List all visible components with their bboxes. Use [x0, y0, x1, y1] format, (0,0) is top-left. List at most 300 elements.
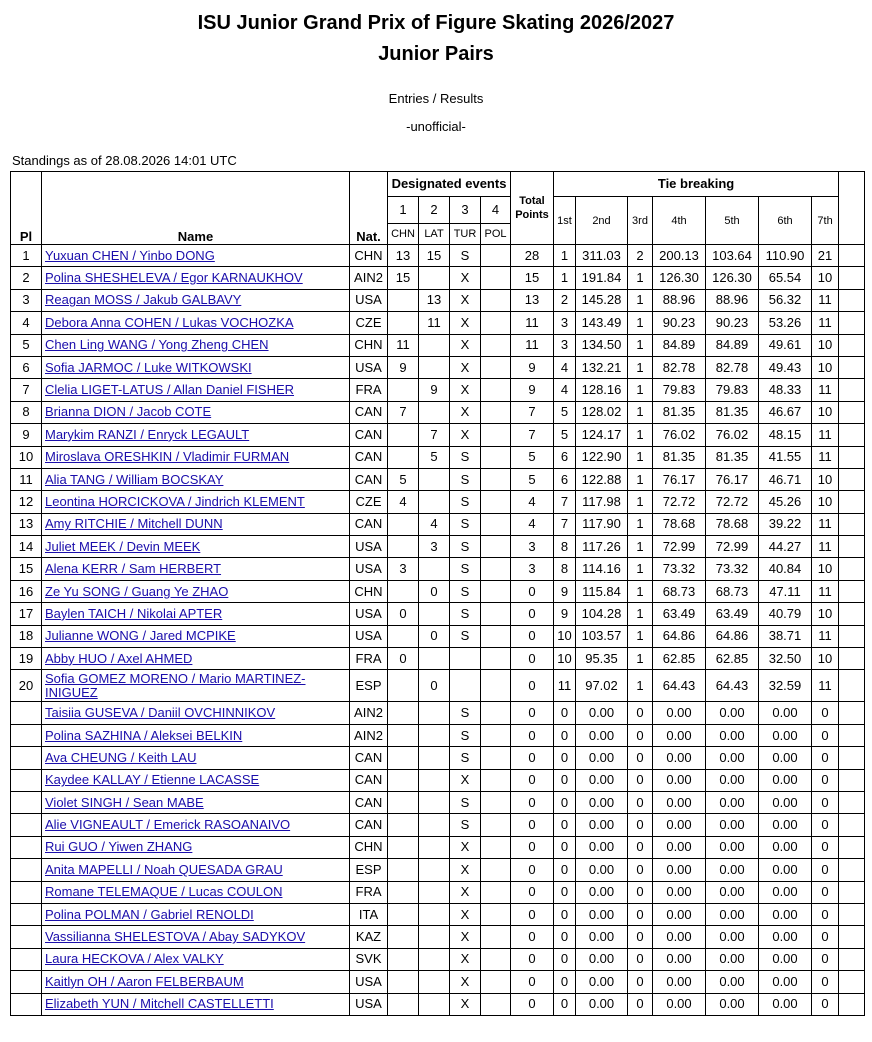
skater-link[interactable]: Laura HECKOVA / Alex VALKY	[45, 951, 224, 967]
nation-cell: USA	[350, 558, 388, 580]
tie-6th-cell: 49.61	[759, 334, 812, 356]
row-spacer	[839, 926, 865, 948]
nation-cell: CAN	[350, 513, 388, 535]
tie-6th-cell: 32.50	[759, 648, 812, 670]
results-table	[10, 171, 865, 1016]
row-spacer	[839, 558, 865, 580]
tie-2nd-cell: 103.57	[576, 625, 628, 647]
place-cell	[11, 836, 42, 858]
tie-3rd-cell: 1	[628, 312, 653, 334]
tie-1st-cell: 1	[554, 267, 576, 289]
total-points-cell: 0	[511, 881, 554, 903]
tie-5th-cell: 0.00	[706, 971, 759, 993]
total-points-cell: 9	[511, 356, 554, 378]
table-row	[11, 926, 865, 948]
total-points-cell: 0	[511, 769, 554, 791]
name-cell	[42, 491, 350, 513]
tie-2nd-cell: 134.50	[576, 334, 628, 356]
tie-4th-cell: 64.86	[653, 625, 706, 647]
total-points-cell: 0	[511, 836, 554, 858]
row-spacer	[839, 881, 865, 903]
nation-cell: CHN	[350, 836, 388, 858]
skater-link[interactable]: Juliet MEEK / Devin MEEK	[45, 538, 201, 554]
tie-4th-cell: 76.17	[653, 468, 706, 490]
table-row	[11, 859, 865, 881]
name-cell	[42, 791, 350, 813]
skater-link[interactable]: Abby HUO / Axel AHMED	[45, 650, 193, 666]
event-2-cell	[419, 724, 450, 746]
skater-link[interactable]: Ze Yu SONG / Guang Ye ZHAO	[45, 583, 229, 599]
event-2-cell	[419, 814, 450, 836]
results-body	[11, 245, 865, 1016]
tie-3rd-cell: 0	[628, 814, 653, 836]
skater-link[interactable]: Sofia JARMOC / Luke WITKOWSKI	[45, 359, 252, 375]
row-spacer	[839, 424, 865, 446]
name-cell	[42, 379, 350, 401]
tie-4th-cell: 78.68	[653, 513, 706, 535]
tie-6th-cell: 32.59	[759, 670, 812, 702]
tie-7th-cell: 11	[812, 580, 839, 602]
table-row	[11, 791, 865, 813]
tie-2nd-cell: 0.00	[576, 769, 628, 791]
event-4-cell	[481, 424, 511, 446]
skater-link[interactable]: Alia TANG / William BOCSKAY	[45, 471, 224, 487]
tie-5th-cell: 0.00	[706, 993, 759, 1015]
event-4-cell	[481, 580, 511, 602]
tie-col-3rd: 3rd	[628, 197, 653, 245]
event-4-cell	[481, 603, 511, 625]
name-cell	[42, 903, 350, 925]
event-4-cell	[481, 536, 511, 558]
row-spacer	[839, 948, 865, 970]
event-3-cell: S	[450, 625, 481, 647]
tie-3rd-cell: 0	[628, 769, 653, 791]
table-row	[11, 603, 865, 625]
name-cell	[42, 424, 350, 446]
tie-6th-cell: 0.00	[759, 724, 812, 746]
row-spacer	[839, 814, 865, 836]
event-1-cell	[388, 881, 419, 903]
event-1-cell	[388, 379, 419, 401]
table-row	[11, 312, 865, 334]
skater-link[interactable]: Clelia LIGET-LATUS / Allan Daniel FISHER	[45, 382, 295, 398]
event-2-cell	[419, 334, 450, 356]
tie-3rd-cell: 0	[628, 881, 653, 903]
tie-7th-cell: 0	[812, 859, 839, 881]
event-1-cell: 3	[388, 558, 419, 580]
tie-1st-cell: 0	[554, 859, 576, 881]
row-spacer	[839, 536, 865, 558]
nation-cell: CHN	[350, 580, 388, 602]
event-4-cell	[481, 971, 511, 993]
skater-link[interactable]: Baylen TAICH / Nikolai APTER	[45, 605, 223, 621]
event-3-cell	[450, 648, 481, 670]
event-4-cell	[481, 401, 511, 423]
table-row	[11, 836, 865, 858]
event-4-cell	[481, 334, 511, 356]
tie-4th-cell: 0.00	[653, 702, 706, 724]
tie-1st-cell: 2	[554, 289, 576, 311]
nation-cell: USA	[350, 536, 388, 558]
name-cell	[42, 625, 350, 647]
event-2-cell	[419, 603, 450, 625]
tie-5th-cell: 0.00	[706, 926, 759, 948]
tie-4th-cell: 79.83	[653, 379, 706, 401]
tie-3rd-cell: 1	[628, 289, 653, 311]
event-4-cell	[481, 859, 511, 881]
event-3-cell: S	[450, 791, 481, 813]
event-2-cell: 15	[419, 245, 450, 267]
tie-5th-cell: 0.00	[706, 747, 759, 769]
table-row	[11, 536, 865, 558]
tie-7th-cell: 0	[812, 747, 839, 769]
place-cell: 17	[11, 603, 42, 625]
nation-cell: USA	[350, 289, 388, 311]
row-spacer	[839, 446, 865, 468]
tie-3rd-cell: 1	[628, 334, 653, 356]
tie-4th-cell: 64.43	[653, 670, 706, 702]
tie-4th-cell: 0.00	[653, 814, 706, 836]
event-3-cell: X	[450, 971, 481, 993]
skater-link[interactable]: Brianna DION / Jacob COTE	[45, 404, 212, 420]
event-3-cell: X	[450, 379, 481, 401]
tie-3rd-cell: 0	[628, 702, 653, 724]
place-cell: 5	[11, 334, 42, 356]
place-cell: 12	[11, 491, 42, 513]
skater-link[interactable]: Kaitlyn OH / Aaron FELBERBAUM	[45, 973, 244, 989]
row-spacer	[839, 625, 865, 647]
skater-link[interactable]: Elizabeth YUN / Mitchell CASTELLETTI	[45, 996, 274, 1012]
skater-link[interactable]: Chen Ling WANG / Yong Zheng CHEN	[45, 337, 269, 353]
total-points-cell: 28	[511, 245, 554, 267]
tie-7th-cell: 10	[812, 603, 839, 625]
event-1-cell: 0	[388, 648, 419, 670]
nation-cell: ITA	[350, 903, 388, 925]
place-cell: 7	[11, 379, 42, 401]
event-1-cell	[388, 513, 419, 535]
name-cell	[42, 267, 350, 289]
table-row	[11, 903, 865, 925]
tie-5th-cell: 0.00	[706, 836, 759, 858]
skater-link[interactable]: Alena KERR / Sam HERBERT	[45, 561, 222, 577]
tie-1st-cell: 11	[554, 670, 576, 702]
tie-6th-cell: 38.71	[759, 625, 812, 647]
event-2-cell	[419, 491, 450, 513]
tie-3rd-cell: 0	[628, 747, 653, 769]
name-cell	[42, 747, 350, 769]
tie-7th-cell: 10	[812, 267, 839, 289]
event-4-cell	[481, 468, 511, 490]
total-points-cell: 13	[511, 289, 554, 311]
tie-1st-cell: 0	[554, 724, 576, 746]
nation-cell: USA	[350, 993, 388, 1015]
event-4-cell	[481, 267, 511, 289]
tie-2nd-cell: 132.21	[576, 356, 628, 378]
place-cell	[11, 993, 42, 1015]
tie-1st-cell: 0	[554, 948, 576, 970]
event-2-cell	[419, 769, 450, 791]
table-row	[11, 401, 865, 423]
tie-2nd-cell: 191.84	[576, 267, 628, 289]
event-1-cell	[388, 580, 419, 602]
table-row	[11, 625, 865, 647]
event-3-cell: S	[450, 603, 481, 625]
tie-4th-cell: 200.13	[653, 245, 706, 267]
tie-5th-cell: 78.68	[706, 513, 759, 535]
skater-link[interactable]: Polina SHESHELEVA / Egor KARNAUKHOV	[45, 270, 303, 286]
event-2-cell	[419, 993, 450, 1015]
place-cell	[11, 881, 42, 903]
nation-cell: USA	[350, 971, 388, 993]
tie-5th-cell: 81.35	[706, 401, 759, 423]
skater-link[interactable]: Violet SINGH / Sean MABE	[45, 794, 204, 810]
skater-link[interactable]: Debora Anna COHEN / Lukas VOCHOZKA	[45, 314, 294, 330]
tie-7th-cell: 10	[812, 356, 839, 378]
event-1-cell	[388, 747, 419, 769]
event-1-cell	[388, 948, 419, 970]
tie-3rd-cell: 1	[628, 536, 653, 558]
event-1-cell	[388, 859, 419, 881]
name-cell	[42, 769, 350, 791]
skater-link[interactable]: Reagan MOSS / Jakub GALBAVY	[45, 292, 242, 308]
tie-3rd-cell: 1	[628, 558, 653, 580]
event-4-cell	[481, 625, 511, 647]
nation-cell: CHN	[350, 245, 388, 267]
place-cell: 15	[11, 558, 42, 580]
standings-timestamp: Standings as of 28.08.2026 14:01 UTC	[12, 153, 237, 168]
nation-cell: AIN2	[350, 702, 388, 724]
event-3-cell: X	[450, 401, 481, 423]
tie-4th-cell: 72.72	[653, 491, 706, 513]
name-cell	[42, 289, 350, 311]
name-cell	[42, 245, 350, 267]
page-subtitle: Junior Pairs	[378, 43, 494, 65]
skater-link[interactable]: Sofia GOMEZ MORENO / Mario MARTINEZ-INIGUEZ	[45, 670, 306, 700]
tie-5th-cell: 73.32	[706, 558, 759, 580]
tie-5th-cell: 76.17	[706, 468, 759, 490]
table-row	[11, 334, 865, 356]
row-spacer	[839, 334, 865, 356]
nation-cell: AIN2	[350, 724, 388, 746]
skater-link[interactable]: Leontina HORCICKOVA / Jindrich KLEMENT	[45, 493, 305, 509]
nation-cell: KAZ	[350, 926, 388, 948]
header-designated-events: Designated events	[388, 172, 511, 197]
event-1-cell	[388, 836, 419, 858]
tie-5th-cell: 0.00	[706, 814, 759, 836]
skater-link[interactable]: Miroslava ORESHKIN / Vladimir FURMAN	[45, 449, 290, 465]
skater-link[interactable]: Yuxuan CHEN / Yinbo DONG	[45, 247, 215, 263]
tie-5th-cell: 0.00	[706, 791, 759, 813]
header-nat: Nat.	[350, 172, 388, 245]
total-points-cell: 15	[511, 267, 554, 289]
row-spacer	[839, 289, 865, 311]
tie-1st-cell: 0	[554, 993, 576, 1015]
tie-1st-cell: 0	[554, 769, 576, 791]
name-cell	[42, 536, 350, 558]
event-2-cell	[419, 948, 450, 970]
tie-7th-cell: 0	[812, 993, 839, 1015]
row-spacer	[839, 245, 865, 267]
event-2-cell	[419, 267, 450, 289]
event-3-cell: X	[450, 312, 481, 334]
skater-link[interactable]: Marykim RANZI / Enryck LEGAULT	[45, 426, 250, 442]
table-row	[11, 769, 865, 791]
event-1-cell	[388, 289, 419, 311]
header-tie-breaking: Tie breaking	[554, 172, 839, 197]
skater-link[interactable]: Ava CHEUNG / Keith LAU	[45, 749, 197, 765]
total-points-cell: 11	[511, 312, 554, 334]
tie-2nd-cell: 0.00	[576, 993, 628, 1015]
table-row	[11, 881, 865, 903]
event-3-cell: X	[450, 926, 481, 948]
event-4-cell	[481, 747, 511, 769]
event-3-cell: X	[450, 881, 481, 903]
place-cell	[11, 702, 42, 724]
total-points-cell: 0	[511, 670, 554, 702]
skater-link[interactable]: Polina SAZHINA / Aleksei BELKIN	[45, 727, 243, 743]
tie-5th-cell: 0.00	[706, 702, 759, 724]
tie-5th-cell: 0.00	[706, 903, 759, 925]
name-cell	[42, 926, 350, 948]
tie-2nd-cell: 97.02	[576, 670, 628, 702]
header-pl: Pl	[11, 172, 42, 245]
skater-link[interactable]: Kaydee KALLAY / Etienne LACASSE	[45, 772, 260, 788]
tie-6th-cell: 0.00	[759, 993, 812, 1015]
tie-7th-cell: 0	[812, 814, 839, 836]
total-points-cell: 0	[511, 814, 554, 836]
total-points-cell: 0	[511, 702, 554, 724]
skater-link[interactable]: Romane TELEMAQUE / Lucas COULON	[45, 884, 283, 900]
skater-link[interactable]: Polina POLMAN / Gabriel RENOLDI	[45, 906, 254, 922]
event-3-cell: X	[450, 289, 481, 311]
table-row	[11, 747, 865, 769]
tie-col-2nd: 2nd	[576, 197, 628, 245]
tie-7th-cell: 0	[812, 836, 839, 858]
page-title: ISU Junior Grand Prix of Figure Skating 2026/2027	[197, 12, 675, 34]
place-cell: 14	[11, 536, 42, 558]
event-4-cell	[481, 289, 511, 311]
tie-6th-cell: 0.00	[759, 971, 812, 993]
row-spacer	[839, 702, 865, 724]
event-code-4: POL	[481, 224, 511, 245]
tie-5th-cell: 90.23	[706, 312, 759, 334]
skater-link[interactable]: Vassilianna SHELESTOVA / Abay SADYKOV	[45, 929, 306, 945]
event-2-cell: 11	[419, 312, 450, 334]
event-2-cell	[419, 356, 450, 378]
tie-7th-cell: 10	[812, 491, 839, 513]
skater-link[interactable]: Julianne WONG / Jared MCPIKE	[45, 628, 236, 644]
tie-3rd-cell: 1	[628, 379, 653, 401]
tie-5th-cell: 0.00	[706, 724, 759, 746]
name-cell	[42, 401, 350, 423]
place-cell: 18	[11, 625, 42, 647]
place-cell	[11, 903, 42, 925]
skater-link[interactable]: Alie VIGNEAULT / Emerick RASOANAIVO	[45, 817, 291, 833]
total-points-cell: 0	[511, 948, 554, 970]
tie-4th-cell: 0.00	[653, 993, 706, 1015]
tie-6th-cell: 110.90	[759, 245, 812, 267]
event-3-cell: S	[450, 245, 481, 267]
tie-5th-cell: 0.00	[706, 881, 759, 903]
tie-5th-cell: 0.00	[706, 769, 759, 791]
tie-col-1st: 1st	[554, 197, 576, 245]
row-spacer	[839, 903, 865, 925]
skater-link[interactable]: Taisiia GUSEVA / Daniil OVCHINNIKOV	[45, 705, 276, 721]
event-4-cell	[481, 791, 511, 813]
tie-7th-cell: 11	[812, 670, 839, 702]
tie-6th-cell: 0.00	[759, 836, 812, 858]
tie-4th-cell: 0.00	[653, 747, 706, 769]
tie-7th-cell: 10	[812, 401, 839, 423]
tie-2nd-cell: 0.00	[576, 903, 628, 925]
name-cell	[42, 881, 350, 903]
nation-cell: FRA	[350, 881, 388, 903]
tie-2nd-cell: 0.00	[576, 724, 628, 746]
name-cell	[42, 670, 350, 702]
tie-5th-cell: 0.00	[706, 948, 759, 970]
tie-1st-cell: 0	[554, 702, 576, 724]
tie-1st-cell: 5	[554, 424, 576, 446]
name-cell	[42, 603, 350, 625]
name-cell	[42, 558, 350, 580]
event-2-cell: 0	[419, 670, 450, 702]
tie-1st-cell: 0	[554, 747, 576, 769]
table-row	[11, 648, 865, 670]
event-num-2: 2	[419, 197, 450, 224]
nation-cell: USA	[350, 356, 388, 378]
tie-2nd-cell: 124.17	[576, 424, 628, 446]
tie-2nd-cell: 122.90	[576, 446, 628, 468]
event-2-cell	[419, 903, 450, 925]
tie-1st-cell: 8	[554, 558, 576, 580]
event-3-cell: S	[450, 513, 481, 535]
nation-cell: CAN	[350, 401, 388, 423]
tie-6th-cell: 65.54	[759, 267, 812, 289]
table-row	[11, 245, 865, 267]
skater-link[interactable]: Amy RITCHIE / Mitchell DUNN	[45, 516, 223, 532]
total-points-cell: 0	[511, 724, 554, 746]
event-3-cell: S	[450, 814, 481, 836]
tie-5th-cell: 0.00	[706, 859, 759, 881]
tie-1st-cell: 0	[554, 971, 576, 993]
total-points-cell: 0	[511, 971, 554, 993]
event-1-cell: 11	[388, 334, 419, 356]
place-cell: 8	[11, 401, 42, 423]
event-3-cell: X	[450, 948, 481, 970]
tie-2nd-cell: 145.28	[576, 289, 628, 311]
tie-2nd-cell: 0.00	[576, 814, 628, 836]
tie-1st-cell: 3	[554, 312, 576, 334]
tie-3rd-cell: 1	[628, 446, 653, 468]
header-name: Name	[42, 172, 350, 245]
place-cell: 13	[11, 513, 42, 535]
tie-4th-cell: 88.96	[653, 289, 706, 311]
nation-cell: CAN	[350, 747, 388, 769]
tie-3rd-cell: 1	[628, 625, 653, 647]
table-row	[11, 513, 865, 535]
tie-2nd-cell: 128.16	[576, 379, 628, 401]
tie-5th-cell: 68.73	[706, 580, 759, 602]
tie-6th-cell: 0.00	[759, 881, 812, 903]
skater-link[interactable]: Rui GUO / Yiwen ZHANG	[45, 839, 193, 855]
event-3-cell: X	[450, 356, 481, 378]
tie-3rd-cell: 0	[628, 836, 653, 858]
tie-2nd-cell: 0.00	[576, 836, 628, 858]
tie-1st-cell: 6	[554, 446, 576, 468]
skater-link[interactable]: Anita MAPELLI / Noah QUESADA GRAU	[45, 861, 283, 877]
name-cell	[42, 356, 350, 378]
place-cell: 9	[11, 424, 42, 446]
